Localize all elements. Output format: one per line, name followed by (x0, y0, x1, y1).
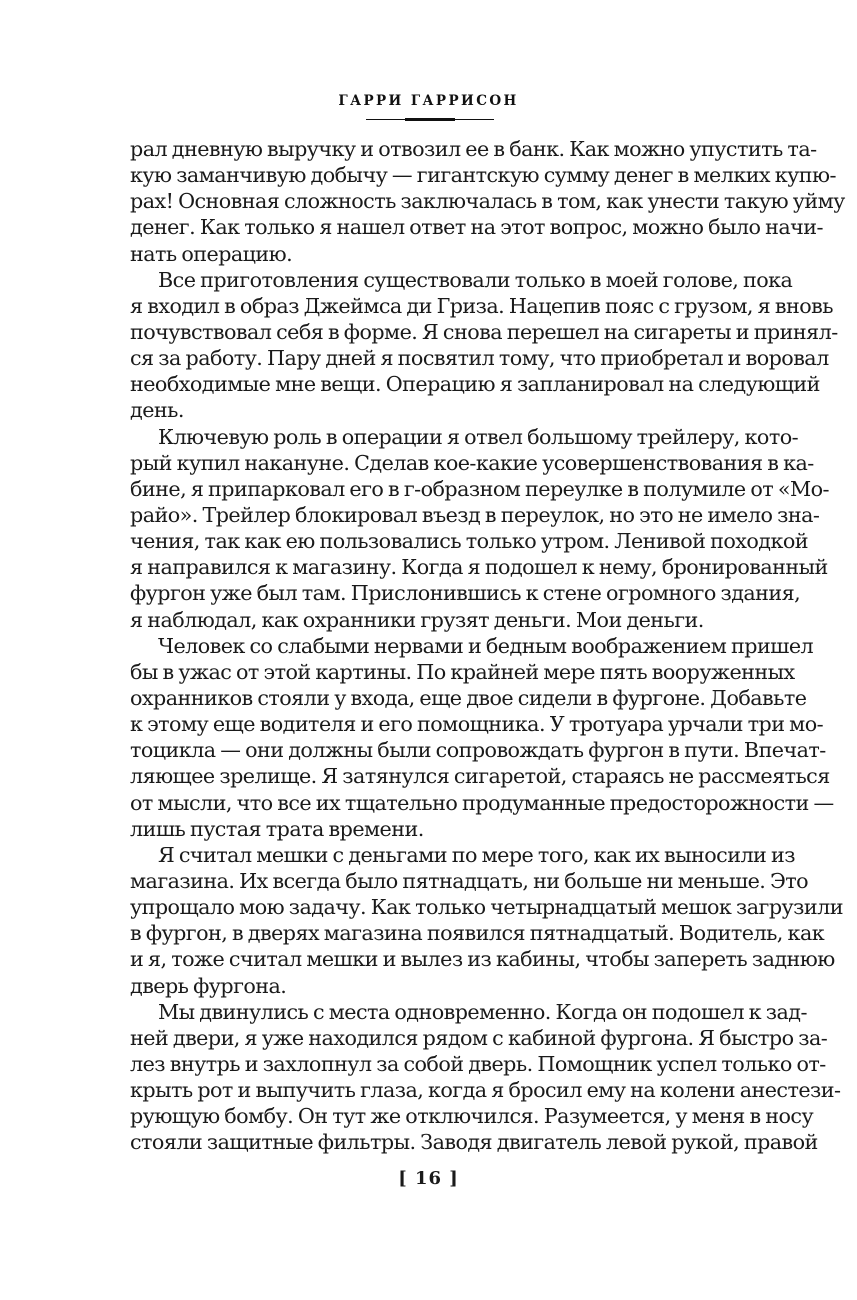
text-line: я направился к магазину. Когда я подошел к нему, бронированный (130, 555, 828, 580)
text-line: дверь фургона. (130, 973, 287, 998)
text-line: стояли защитные фильтры. Заводя двигатель левой рукой, правой (130, 1130, 818, 1155)
text-line: ляющее зрелище. Я затянулся сигаретой, стараясь не рассмеяться (130, 764, 830, 789)
page-number: [ 16 ] (398, 1168, 459, 1189)
text-line: Мы двинулись с места одновременно. Когда он подошел к зад- (158, 999, 807, 1024)
text-line: рый купил накануне. Сделав кое-какие усовершенствования в ка- (130, 450, 814, 475)
paragraph (130, 999, 841, 1156)
body-text (130, 136, 845, 1155)
paragraph (130, 842, 843, 999)
text-line: упрощало мою задачу. Как только четырнадцатый мешок загрузили (130, 895, 843, 920)
text-line: фургон уже был там. Прислонившись к стене огромного здания, (130, 581, 801, 606)
text-line: Человек со слабыми нервами и бедным воображением пришел (158, 633, 814, 658)
text-line: ней двери, я уже находился рядом с кабиной фургона. Я быстро за- (130, 1025, 828, 1050)
text-line: я наблюдал, как охранники грузят деньги. Мои деньги. (130, 607, 704, 632)
paragraph (130, 424, 829, 633)
text-line: ся за работу. Пару дней я посвятил тому, что приобретал и воровал (130, 346, 829, 371)
text-line: Все приготовления существовали только в моей голове, пока (158, 267, 793, 292)
paragraph (130, 136, 845, 267)
text-line: магазина. Их всегда было пятнадцать, ни больше ни меньше. Это (130, 868, 809, 893)
text-line: в фургон, в дверях магазина появился пятнадцатый. Водитель, как (130, 921, 825, 946)
text-line: нать операцию. (130, 241, 293, 266)
text-line: чения, так как ею пользовались только утром. Ленивой походкой (130, 529, 809, 554)
text-line: необходимые мне вещи. Операцию я запланировал на следующий (130, 372, 820, 397)
header-rule-accent (405, 118, 455, 121)
text-line: я входил в образ Джеймса ди Гриза. Нацепив пояс с грузом, я вновь (130, 293, 833, 318)
paragraph (130, 267, 838, 424)
text-line: охранников стояли у входа, еще двое сидели в фургоне. Добавьте (130, 685, 807, 710)
author-name: ГАРРИ ГАРРИСОН (338, 93, 519, 109)
text-line: денег. Как только я нашел ответ на этот вопрос, можно было начи- (130, 215, 823, 240)
text-line: лишь пустая трата времени. (130, 816, 424, 841)
text-line: крыть рот и выпучить глаза, когда я бросил ему на колени анестези- (130, 1078, 841, 1103)
text-line: Я считал мешки с деньгами по мере того, как их выносили из (158, 842, 795, 867)
text-line: рах! Основная сложность заключалась в том, как унести такую уйму (130, 189, 845, 214)
paragraph (130, 633, 834, 842)
text-line: Ключевую роль в операции я отвел большому трейлеру, кото- (158, 424, 799, 449)
text-line: и я, тоже считал мешки и вылез из кабины, чтобы запереть заднюю (130, 947, 835, 972)
text-line: рал дневную выручку и отвозил ее в банк. Как можно упустить та- (130, 137, 817, 161)
text-line: день. (130, 398, 184, 423)
text-line: к этому еще водителя и его помощника. У тротуара урчали три мо- (130, 712, 824, 737)
text-line: от мысли, что все их тщательно продуманные предосторожности — (130, 790, 834, 815)
text-line: лез внутрь и захлопнул за собой дверь. Помощник успел только от- (130, 1051, 826, 1076)
running-header (0, 90, 857, 109)
text-line: кую заманчивую добычу — гигантскую сумму денег в мелких купю- (130, 163, 836, 188)
text-line: райо». Трейлер блокировал въезд в переулок, но это не имело зна- (130, 502, 820, 527)
text-line: рующую бомбу. Он тут же отключился. Разумеется, у меня в носу (130, 1104, 814, 1129)
text-line: бине, я припарковал его в г-образном переулке в полумиле от «Мо- (130, 476, 829, 501)
text-line: тоцикла — они должны были сопровождать фургон в пути. Впечат- (130, 738, 826, 763)
text-line: бы в ужас от этой картины. По крайней мере пять вооруженных (130, 659, 795, 684)
text-line: почувствовал себя в форме. Я снова перешел на сигареты и принял- (130, 319, 838, 344)
